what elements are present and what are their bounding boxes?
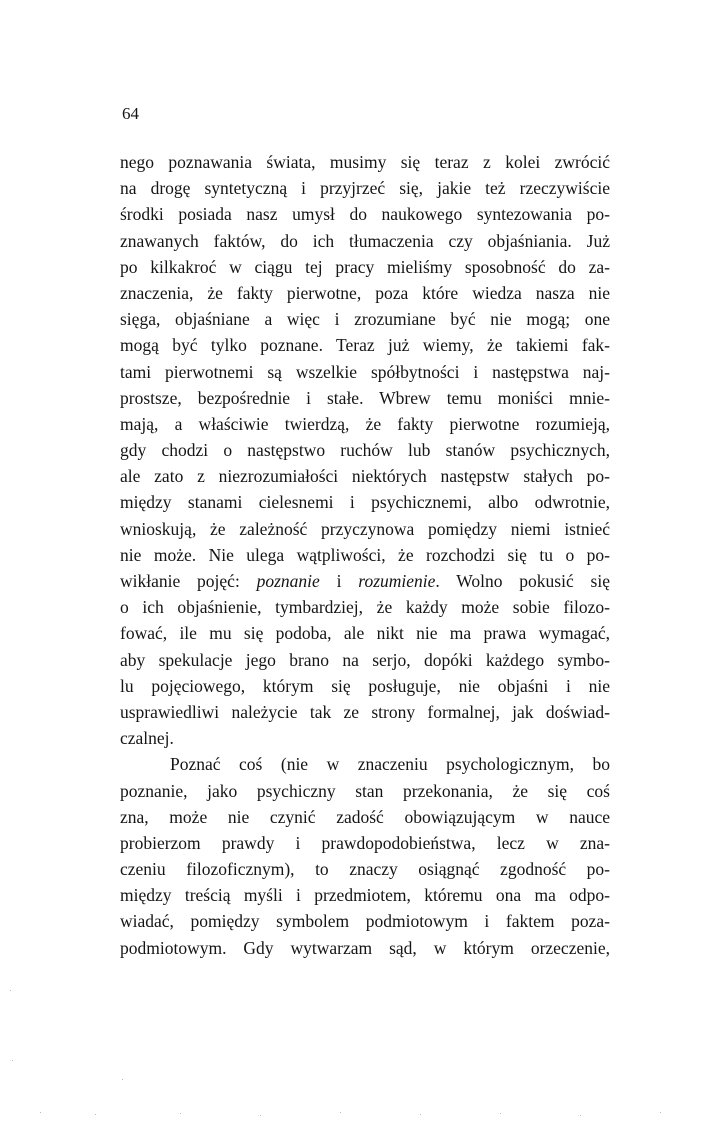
paragraph-2 [120, 751, 610, 961]
text-line: aby spekulacje jego brano na serjo, dopóki każdego symbo- [120, 649, 610, 670]
text-line: zna, może nie czynić zadość obowiązującym w nauce [120, 806, 610, 827]
text-line: sięga, objaśniane a więc i zrozumiane być nie mogą; one [120, 309, 610, 330]
text-line: tami pierwotnemi są wszelkie spółbytności i następstwa naj- [120, 361, 610, 382]
page-number: 64 [122, 104, 139, 123]
text-line: czalnej. [120, 728, 174, 749]
text-line: na drogę syntetyczną i przyjrzeć się, jakie też rzeczywiście [120, 178, 610, 199]
body-text [120, 149, 610, 961]
text-line: gdy chodzi o następstwo ruchów lub stanów psychicznych, [120, 440, 610, 461]
text-line: znaczenia, że fakty pierwotne, poza które wiedza nasza nie [120, 282, 610, 303]
text-line: mają, a właściwie twierdzą, że fakty pierwotne rozumieją, [120, 413, 610, 434]
text-line: Poznać coś (nie w znaczeniu psychologicznym, bo [170, 754, 610, 775]
text-line: wiadać, pomiędzy symbolem podmiotowym i faktem poza- [120, 911, 610, 932]
text-line: fować, ile mu się podoba, ale nikt nie ma prawa wymagać, [120, 623, 610, 644]
text-line: mogą być tylko poznane. Teraz już wiemy, że takiemi fak- [120, 335, 610, 356]
text-line: o ich objaśnienie, tymbardziej, że każdy może sobie filozo- [120, 597, 610, 618]
text-line: między treścią myśli i przedmiotem, któremu ona ma odpo- [120, 885, 610, 906]
text-line: probierzom prawdy i prawdopodobieństwa, lecz w zna- [120, 832, 610, 853]
text-line: prostsze, bezpośrednie i stałe. Wbrew temu moniści mnie- [120, 387, 610, 408]
text-line: nie może. Nie ulega wątpliwości, że rozchodzi się tu o po- [120, 544, 610, 565]
text-line: czeniu filozoficznym), to znaczy osiągnąć zgodność po- [120, 859, 610, 880]
text-line: nego poznawania świata, musimy się teraz z kolei zwrócić [120, 152, 610, 172]
text-line: poznanie, jako psychiczny stan przekonania, że się coś [120, 780, 610, 801]
text-line: znawanych faktów, do ich tłumaczenia czy objaśniania. Już [120, 230, 610, 251]
text-line: wikłanie pojęć: poznanie i rozumienie. Wolno pokusić się [120, 571, 610, 591]
text-line: lu pojęciowego, którym się posługuje, nie objaśni i nie [120, 675, 610, 696]
text-line: podmiotowym. Gdy wytwarzam sąd, w którym orzeczenie, [120, 937, 610, 958]
text-line: środki posiada nasz umysł do naukowego syntezowania po- [120, 204, 610, 225]
paragraph-1 [120, 149, 610, 751]
text-line: między stanami cielesnemi i psychicznemi, albo odwrotnie, [120, 492, 610, 513]
text-line: usprawiedliwi należycie tak ze strony formalnej, jak doświad- [120, 701, 610, 722]
text-line: ale zato z niezrozumiałości niektórych następstw stałych po- [120, 466, 610, 487]
text-line: po kilkakroć w ciągu tej pracy mieliśmy sposobność do za- [120, 256, 610, 277]
text-line: wnioskują, że zależność przyczynowa pomiędzy niemi istnieć [120, 518, 610, 539]
